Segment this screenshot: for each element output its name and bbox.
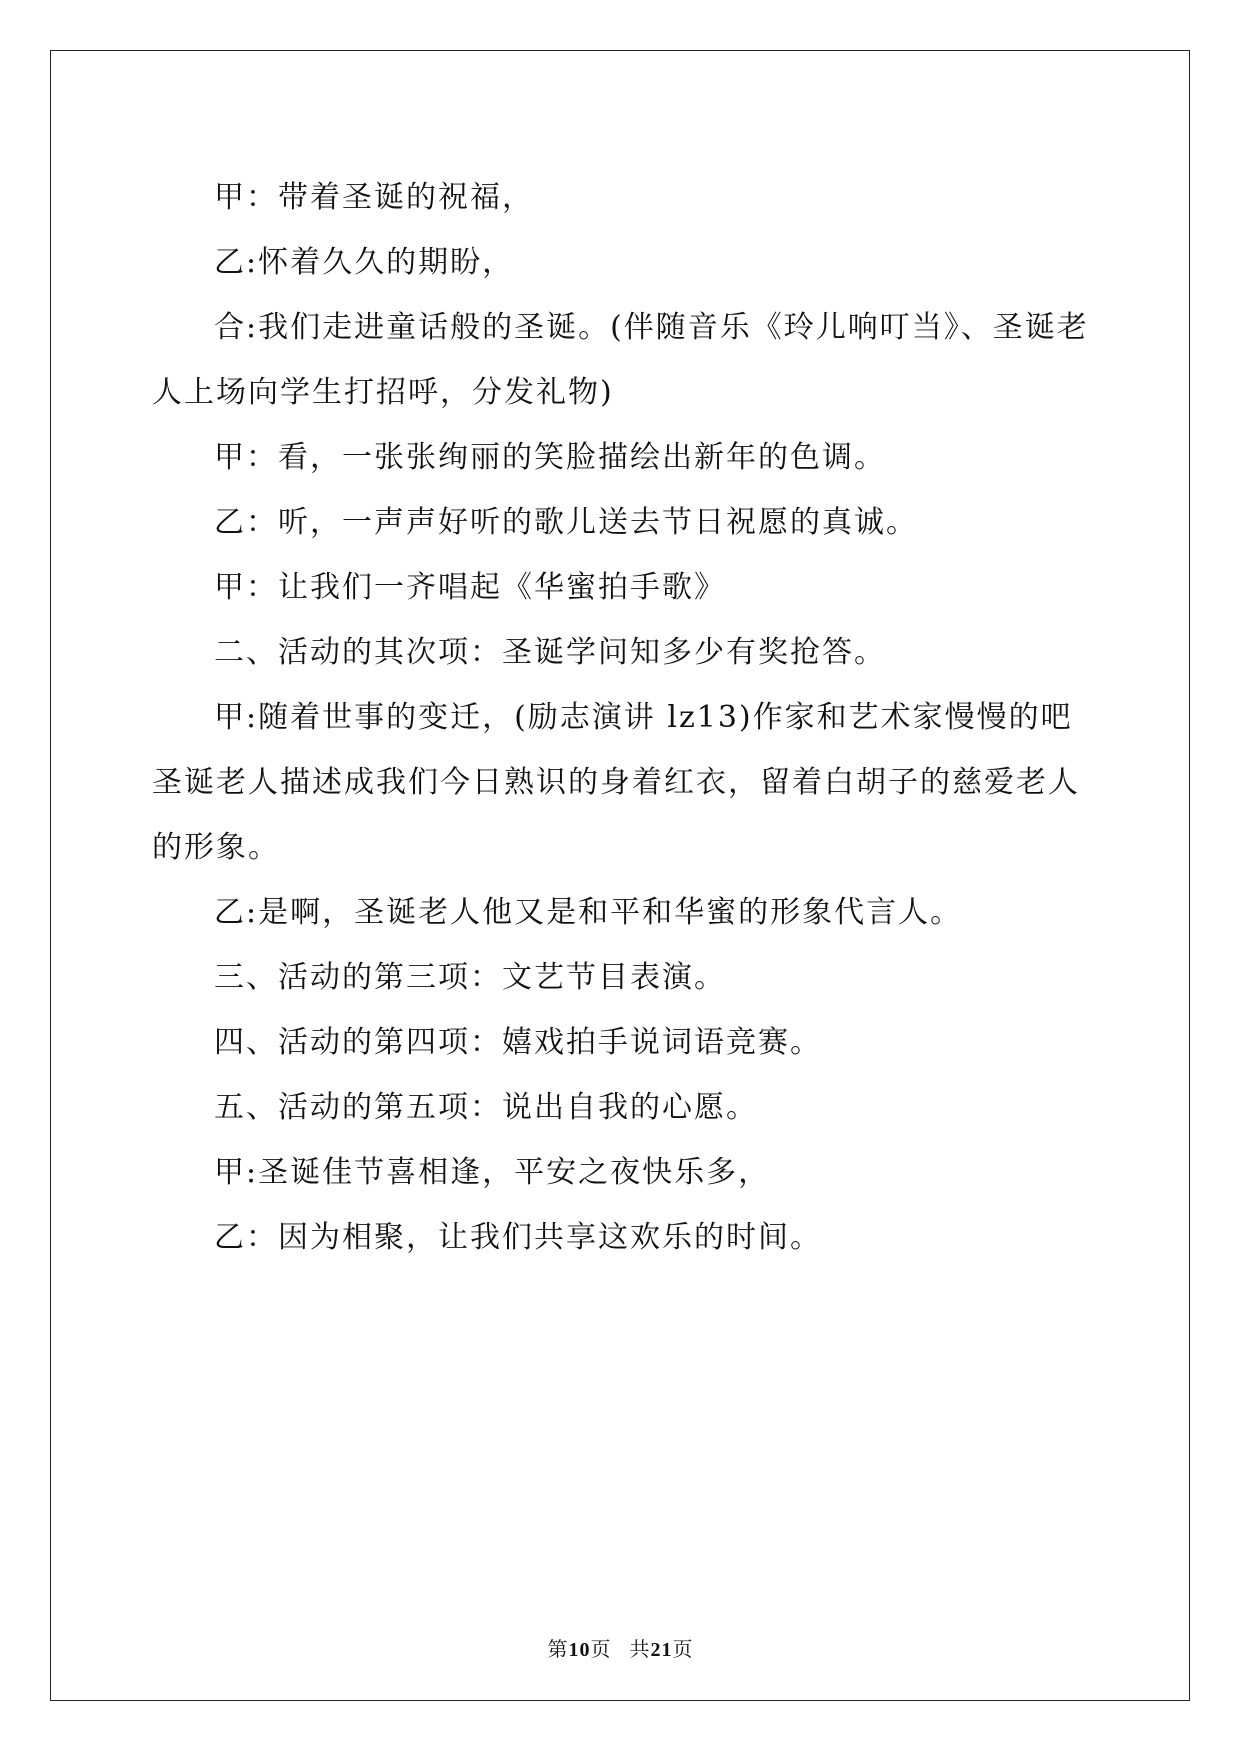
page-total-prefix: 共 [629, 1637, 651, 1661]
page-total-suffix: 页 [672, 1637, 694, 1661]
page-total-count: 21 [650, 1639, 673, 1661]
page-number-current: 10 [568, 1639, 591, 1661]
paragraph: 合:我们走进童话般的圣诞。(伴随音乐《玲儿响叮当》、圣诞老人上场向学生打招呼，分发礼物) [152, 310, 1089, 410]
paragraph: 甲:圣诞佳节喜相逢，平安之夜快乐多， [214, 1155, 771, 1190]
paragraph: 甲：让我们一齐唱起《华蜜拍手歌》 [214, 570, 726, 605]
page-footer [0, 1633, 1241, 1662]
paragraph: 甲:随着世事的变迁，(励志演讲 lz13)作家和艺术家慢慢的吧圣诞老人描述成我们今日熟识的身着红衣，留着白胡子的慈爱老人的形象。 [152, 700, 1080, 865]
paragraph: 二、活动的其次项：圣诞学问知多少有奖抢答。 [214, 635, 886, 670]
document-body [152, 165, 1092, 1270]
page-number-prefix: 第 [547, 1637, 569, 1661]
paragraph: 甲：带着圣诞的祝福， [214, 180, 534, 215]
paragraph: 三、活动的第三项：文艺节目表演。 [214, 960, 726, 995]
paragraph: 乙:是啊，圣诞老人他又是和平和华蜜的形象代言人。 [214, 895, 963, 930]
paragraph: 乙：因为相聚，让我们共享这欢乐的时间。 [214, 1220, 822, 1255]
paragraph: 五、活动的第五项：说出自我的心愿。 [214, 1090, 758, 1125]
page-number-suffix: 页 [590, 1637, 612, 1661]
paragraph: 乙：听，一声声好听的歌儿送去节日祝愿的真诚。 [214, 505, 918, 540]
paragraph: 四、活动的第四项：嬉戏拍手说词语竞赛。 [214, 1025, 822, 1060]
paragraph: 甲：看，一张张绚丽的笑脸描绘出新年的色调。 [214, 440, 886, 475]
paragraph: 乙:怀着久久的期盼， [214, 245, 515, 280]
